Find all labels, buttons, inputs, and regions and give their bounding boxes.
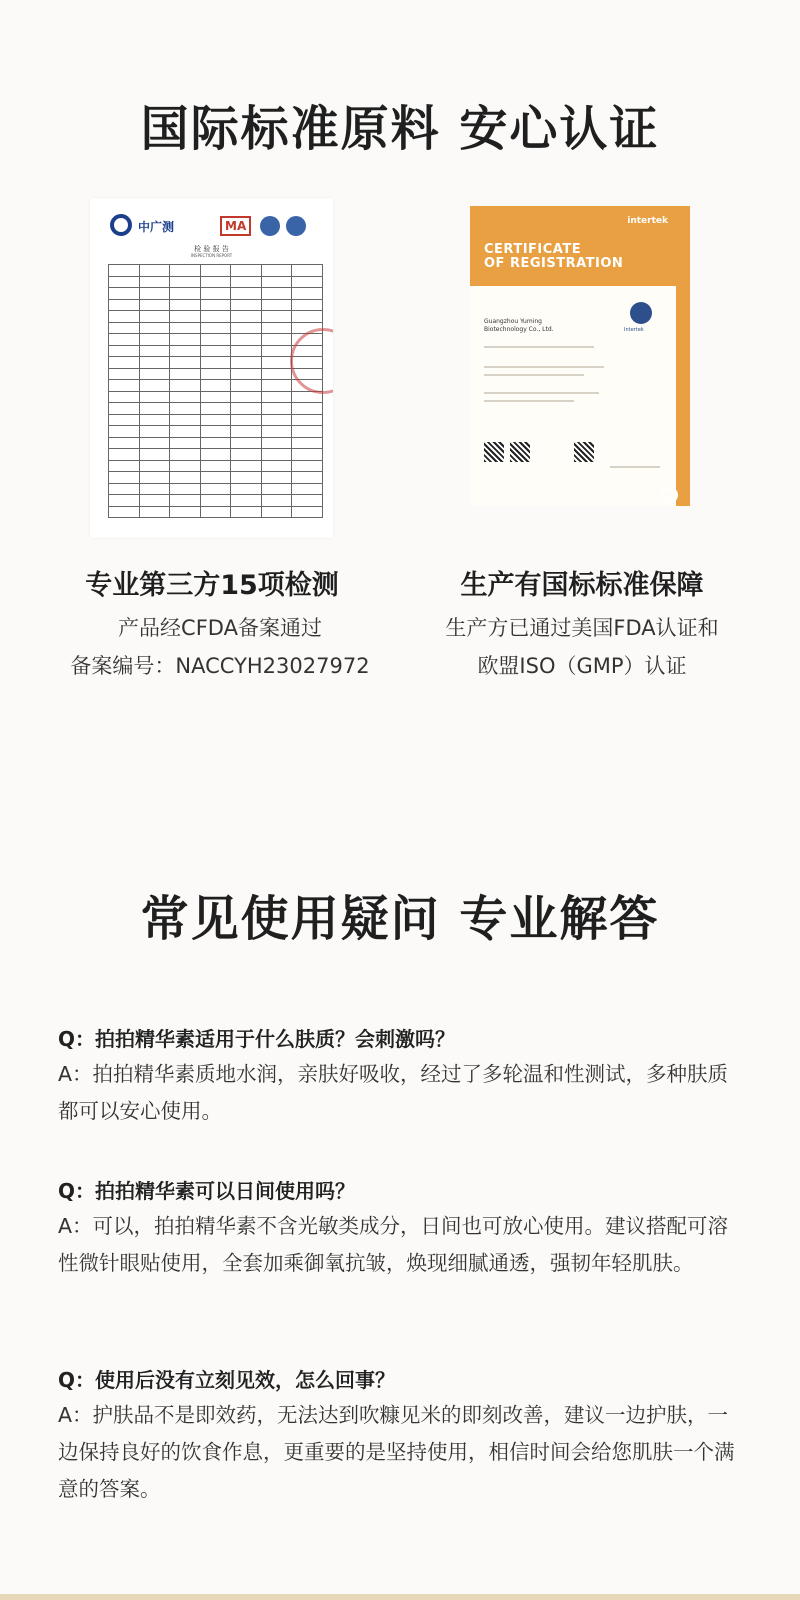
cert-company-line2: Biotechnology Co., Ltd. bbox=[484, 326, 554, 333]
report-table-row bbox=[109, 322, 323, 334]
report-table-cell bbox=[109, 322, 140, 334]
report-table-cell bbox=[170, 391, 201, 403]
qr-code-icon bbox=[510, 442, 530, 462]
report-table-cell bbox=[139, 276, 170, 288]
report-table-cell bbox=[231, 449, 262, 461]
report-table-cell bbox=[231, 414, 262, 426]
report-table-cell bbox=[139, 495, 170, 507]
report-table-cell bbox=[200, 483, 231, 495]
globe-icon bbox=[630, 302, 652, 324]
report-table-cell bbox=[170, 276, 201, 288]
report-table-cell bbox=[231, 460, 262, 472]
right-caption-title: 生产有国标标准保障 bbox=[460, 570, 704, 601]
left-caption-line1: 产品经CFDA备案通过 bbox=[118, 616, 322, 640]
report-table-cell bbox=[261, 288, 292, 300]
report-table-cell bbox=[261, 311, 292, 323]
report-table-cell bbox=[200, 334, 231, 346]
report-table-cell bbox=[200, 265, 231, 277]
report-table-cell bbox=[139, 334, 170, 346]
qr-code-icon bbox=[574, 442, 594, 462]
inspection-report-image bbox=[90, 198, 333, 538]
report-table-cell bbox=[231, 472, 262, 484]
report-table-cell bbox=[109, 288, 140, 300]
report-table-cell bbox=[261, 334, 292, 346]
report-table-cell bbox=[231, 357, 262, 369]
report-table-cell bbox=[170, 506, 201, 518]
left-caption-line2: 备案编号：NACCYH23027972 bbox=[70, 654, 370, 678]
cert-title-line2: OF REGISTRATION bbox=[484, 256, 624, 271]
report-table-cell bbox=[109, 495, 140, 507]
report-title: 检 验 报 告 bbox=[194, 245, 229, 253]
cert-title-line1: CERTIFICATE bbox=[484, 242, 582, 257]
report-table-cell bbox=[109, 299, 140, 311]
report-table-row bbox=[109, 472, 323, 484]
report-table-row bbox=[109, 495, 323, 507]
report-table-cell bbox=[200, 368, 231, 380]
report-table-cell bbox=[292, 506, 323, 518]
report-table bbox=[108, 264, 323, 518]
faq-answer: A：拍拍精华素质地水润，亲肤好吸收，经过了多轮温和性测试，多种肤质都可以安心使用。 bbox=[58, 1062, 729, 1123]
intertek-logo: intertek bbox=[627, 216, 668, 226]
report-table-cell bbox=[170, 426, 201, 438]
report-table-cell bbox=[231, 322, 262, 334]
report-table-cell bbox=[261, 403, 292, 415]
report-table-cell bbox=[109, 368, 140, 380]
report-table-cell bbox=[231, 391, 262, 403]
report-table-row bbox=[109, 460, 323, 472]
report-table-cell bbox=[170, 368, 201, 380]
report-table-cell bbox=[109, 483, 140, 495]
report-table-cell bbox=[170, 437, 201, 449]
report-table-cell bbox=[139, 437, 170, 449]
cert-company-line1: Guangzhou Yuming bbox=[484, 318, 542, 325]
report-table-cell bbox=[231, 276, 262, 288]
report-table-cell bbox=[292, 288, 323, 300]
report-table-cell bbox=[109, 334, 140, 346]
faq-question: Q：拍拍精华素可以日间使用吗？ bbox=[58, 1179, 356, 1203]
report-table-cell bbox=[200, 449, 231, 461]
report-table-cell bbox=[170, 288, 201, 300]
report-table-cell bbox=[292, 403, 323, 415]
report-table-cell bbox=[261, 368, 292, 380]
report-table-cell bbox=[139, 472, 170, 484]
report-table-row bbox=[109, 414, 323, 426]
report-table-cell bbox=[200, 345, 231, 357]
report-table-row bbox=[109, 276, 323, 288]
section-title-faq: 常见使用疑问 专业解答 bbox=[140, 891, 660, 947]
report-table-cell bbox=[200, 472, 231, 484]
report-table-cell bbox=[231, 437, 262, 449]
report-table-cell bbox=[292, 311, 323, 323]
report-table-cell bbox=[200, 357, 231, 369]
report-table-cell bbox=[200, 460, 231, 472]
report-table-cell bbox=[261, 426, 292, 438]
report-table-cell bbox=[109, 311, 140, 323]
report-table-cell bbox=[139, 311, 170, 323]
report-table-row bbox=[109, 483, 323, 495]
report-table-cell bbox=[292, 299, 323, 311]
report-table-row bbox=[109, 449, 323, 461]
report-table-cell bbox=[231, 426, 262, 438]
report-table-cell bbox=[261, 472, 292, 484]
report-table-row bbox=[109, 391, 323, 403]
report-table-cell bbox=[231, 368, 262, 380]
report-table-cell bbox=[200, 506, 231, 518]
intertek-in-icon bbox=[662, 487, 678, 503]
report-table-cell bbox=[139, 345, 170, 357]
report-table-row bbox=[109, 380, 323, 392]
report-table-cell bbox=[109, 472, 140, 484]
report-table-cell bbox=[292, 437, 323, 449]
cnas-seal-icon bbox=[286, 216, 306, 236]
report-table-row bbox=[109, 265, 323, 277]
report-table-cell bbox=[139, 426, 170, 438]
report-table-cell bbox=[170, 472, 201, 484]
report-table-row bbox=[109, 403, 323, 415]
report-table-cell bbox=[231, 380, 262, 392]
report-table-cell bbox=[292, 276, 323, 288]
left-caption-title: 专业第三方15项检测 bbox=[85, 570, 339, 601]
report-table-cell bbox=[109, 345, 140, 357]
report-table-cell bbox=[170, 299, 201, 311]
report-table-row bbox=[109, 506, 323, 518]
bottom-divider bbox=[0, 1594, 800, 1600]
report-table-cell bbox=[200, 391, 231, 403]
report-table-cell bbox=[170, 311, 201, 323]
report-table-cell bbox=[109, 460, 140, 472]
report-table-cell bbox=[292, 472, 323, 484]
report-table-cell bbox=[261, 345, 292, 357]
report-table-cell bbox=[292, 414, 323, 426]
faq-answer: A：护肤品不是即效药，无法达到吹糠见米的即刻改善，建议一边护肤，一边保持良好的饮食作息，更重要的是坚持使用，相信时间会给您肌肤一个满意的答案。 bbox=[58, 1403, 735, 1501]
report-table-cell bbox=[231, 345, 262, 357]
report-table-cell bbox=[170, 403, 201, 415]
section-title-certification: 国际标准原料 安心认证 bbox=[140, 101, 660, 157]
report-table-cell bbox=[170, 483, 201, 495]
report-table-cell bbox=[231, 483, 262, 495]
report-table-cell bbox=[292, 460, 323, 472]
report-table-cell bbox=[170, 322, 201, 334]
report-title-en: INSPECTION REPORT bbox=[190, 253, 233, 258]
report-table-cell bbox=[261, 449, 292, 461]
right-caption-line1: 生产方已通过美国FDA认证和 bbox=[445, 616, 719, 640]
report-table-cell bbox=[109, 276, 140, 288]
report-table-cell bbox=[261, 391, 292, 403]
report-table-cell bbox=[139, 506, 170, 518]
report-table-cell bbox=[139, 391, 170, 403]
report-table-cell bbox=[139, 449, 170, 461]
report-table-row bbox=[109, 426, 323, 438]
right-caption-line2: 欧盟ISO（GMP）认证 bbox=[477, 654, 687, 678]
certificate-image bbox=[470, 206, 690, 506]
report-table-cell bbox=[109, 380, 140, 392]
report-table-cell bbox=[200, 311, 231, 323]
report-table-cell bbox=[109, 506, 140, 518]
report-table-cell bbox=[139, 322, 170, 334]
report-table-row bbox=[109, 334, 323, 346]
globe-label: Intertek bbox=[624, 327, 644, 333]
report-table-row bbox=[109, 299, 323, 311]
report-table-cell bbox=[261, 276, 292, 288]
report-table-cell bbox=[231, 403, 262, 415]
report-table-cell bbox=[200, 437, 231, 449]
report-logo-row bbox=[110, 212, 320, 242]
faq-question: Q：拍拍精华素适用于什么肤质？会刺激吗？ bbox=[58, 1027, 456, 1051]
report-table-cell bbox=[170, 265, 201, 277]
report-table-cell bbox=[261, 357, 292, 369]
report-table-cell bbox=[109, 437, 140, 449]
report-table-row bbox=[109, 288, 323, 300]
faq-item bbox=[58, 1022, 748, 1130]
cert-text-line bbox=[484, 346, 594, 348]
report-table-cell bbox=[261, 380, 292, 392]
report-table-cell bbox=[170, 345, 201, 357]
report-table-cell bbox=[170, 357, 201, 369]
report-table-row bbox=[109, 311, 323, 323]
cert-text-line bbox=[484, 392, 599, 394]
report-table-cell bbox=[200, 288, 231, 300]
report-table-cell bbox=[200, 322, 231, 334]
report-table-row bbox=[109, 437, 323, 449]
report-table-cell bbox=[231, 288, 262, 300]
cert-text-line bbox=[484, 374, 584, 376]
report-table-cell bbox=[200, 426, 231, 438]
report-table-cell bbox=[231, 265, 262, 277]
signature-line bbox=[610, 466, 660, 468]
report-table-cell bbox=[200, 380, 231, 392]
report-table-cell bbox=[231, 299, 262, 311]
report-table-cell bbox=[170, 414, 201, 426]
report-table-cell bbox=[261, 437, 292, 449]
faq-question: Q：使用后没有立刻见效，怎么回事？ bbox=[58, 1368, 396, 1392]
report-table-cell bbox=[109, 449, 140, 461]
report-table-cell bbox=[231, 311, 262, 323]
report-table-cell bbox=[109, 426, 140, 438]
report-table-cell bbox=[139, 403, 170, 415]
report-table-cell bbox=[231, 495, 262, 507]
report-table-cell bbox=[292, 483, 323, 495]
ilac-seal-icon bbox=[260, 216, 280, 236]
report-table-cell bbox=[109, 414, 140, 426]
report-table-cell bbox=[231, 506, 262, 518]
report-table-cell bbox=[261, 460, 292, 472]
report-table-cell bbox=[170, 495, 201, 507]
report-table-cell bbox=[170, 460, 201, 472]
report-table-cell bbox=[292, 426, 323, 438]
faq-item bbox=[58, 1363, 748, 1508]
report-table-cell bbox=[170, 449, 201, 461]
report-table-cell bbox=[292, 449, 323, 461]
org-name: 中广测 bbox=[138, 220, 175, 234]
report-table-cell bbox=[139, 357, 170, 369]
report-table-cell bbox=[139, 299, 170, 311]
report-table-cell bbox=[139, 265, 170, 277]
report-table-cell bbox=[200, 276, 231, 288]
report-table-cell bbox=[261, 322, 292, 334]
report-table-cell bbox=[109, 265, 140, 277]
report-table-cell bbox=[139, 380, 170, 392]
report-table-cell bbox=[139, 288, 170, 300]
report-table-cell bbox=[261, 299, 292, 311]
report-table-cell bbox=[261, 495, 292, 507]
faq-answer: A：可以，拍拍精华素不含光敏类成分，日间也可放心使用。建议搭配可溶性微针眼贴使用，全套加乘御氧抗皱，焕现细腻通透，强韧年轻肌肤。 bbox=[58, 1214, 729, 1275]
report-table-cell bbox=[292, 265, 323, 277]
report-table-cell bbox=[109, 357, 140, 369]
report-table-cell bbox=[261, 506, 292, 518]
report-table-cell bbox=[200, 299, 231, 311]
report-table-cell bbox=[109, 403, 140, 415]
report-table-cell bbox=[139, 368, 170, 380]
cert-seal-icon bbox=[484, 442, 504, 462]
report-table-cell bbox=[109, 391, 140, 403]
ma-mark: MA bbox=[220, 216, 251, 236]
report-table-cell bbox=[170, 334, 201, 346]
cert-text-line bbox=[484, 366, 604, 368]
org-logo-icon bbox=[110, 214, 132, 236]
report-table-cell bbox=[261, 483, 292, 495]
faq-item bbox=[58, 1174, 748, 1282]
cert-text-line bbox=[484, 400, 574, 402]
report-table-cell bbox=[200, 495, 231, 507]
report-table-cell bbox=[170, 380, 201, 392]
report-table-cell bbox=[139, 460, 170, 472]
report-table-cell bbox=[231, 334, 262, 346]
report-table-cell bbox=[292, 495, 323, 507]
report-table-cell bbox=[200, 403, 231, 415]
report-table-cell bbox=[261, 265, 292, 277]
report-table-cell bbox=[139, 483, 170, 495]
report-table-cell bbox=[139, 414, 170, 426]
report-table-cell bbox=[261, 414, 292, 426]
report-table-cell bbox=[200, 414, 231, 426]
